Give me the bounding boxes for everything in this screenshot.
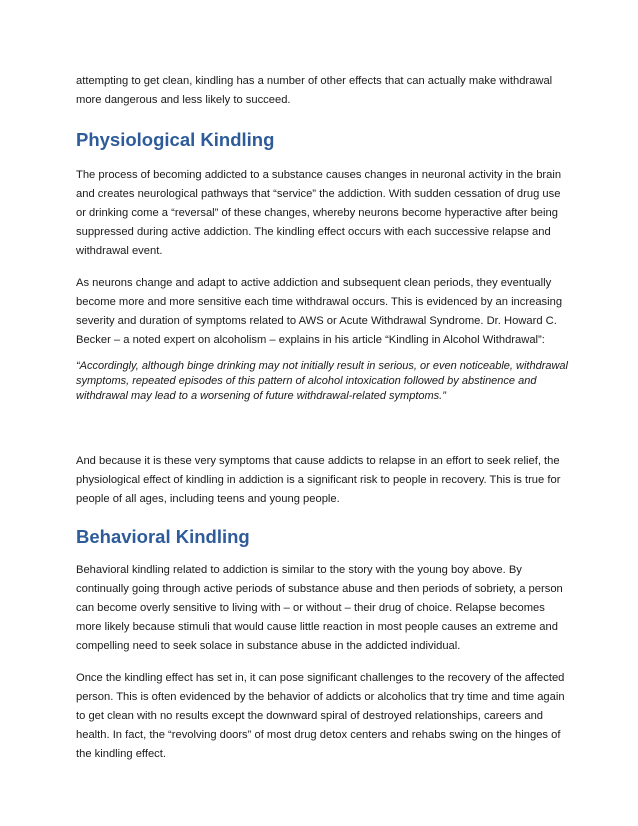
behavioral-paragraph-1: Behavioral kindling related to addiction is similar to the story with the young boy above. By continually going through active periods of substance abuse and then periods of sobriety, a person can become overly sensitive to living with – or without – their drug of choice. Relapse becomes more likely because stimuli that would cause little reaction in most people causes an extreme and compelling need to seek solace in substance abuse in the addicted individual.: [76, 564, 563, 652]
behavioral-paragraph-2: Once the kindling effect has set in, it can pose significant challenges to the recovery of the affected person. This is often evidenced by the behavior of addicts or alcoholics that try time and time again to get clean with no results except the downward spiral of destroyed relationships, careers and health. In fact, the “revolving doors” of most drug detox centers and rehabs swing on the hinges of the kindling effect.: [76, 672, 565, 760]
block-quote: “Accordingly, although binge drinking may not initially result in serious, or even noticeable, withdrawal symptoms, repeated episodes of this pattern of alcohol intoxication followed by abstinence and withdrawal may lead to a worsening of future withdrawal-related symptoms.”: [76, 360, 568, 402]
section-heading-behavioral: Behavioral Kindling: [76, 526, 250, 547]
physiological-paragraph-3: And because it is these very symptoms that cause addicts to relapse in an effort to seek relief, the physiological effect of kindling in addiction is a significant risk to people in recovery. This is true for people of all ages, including teens and young people.: [76, 455, 561, 505]
intro-paragraph: attempting to get clean, kindling has a number of other effects that can actually make withdrawal more dangerous and less likely to succeed.: [76, 75, 553, 106]
physiological-paragraph-2: As neurons change and adapt to active addiction and subsequent clean periods, they eventually become more and more sensitive each time withdrawal occurs. This is evidenced by an increasing severity and duration of symptoms related to AWS or Acute Withdrawal Syndrome. Dr. Howard C. Becker – a noted expert on alcoholism – explains in his article “Kindling in Alcohol Withdrawal”:: [76, 277, 563, 346]
document-page: [76, 72, 568, 764]
section-heading-physiological: Physiological Kindling: [76, 129, 275, 150]
physiological-paragraph-1: The process of becoming addicted to a substance causes changes in neuronal activity in the brain and creates neurological pathways that “service” the addiction. With sudden cessation of drug use or drinking come a “reversal” of these changes, whereby neurons become hyperactive after being suppressed during active addiction. The kindling effect occurs with each successive relapse and withdrawal event.: [76, 169, 562, 257]
